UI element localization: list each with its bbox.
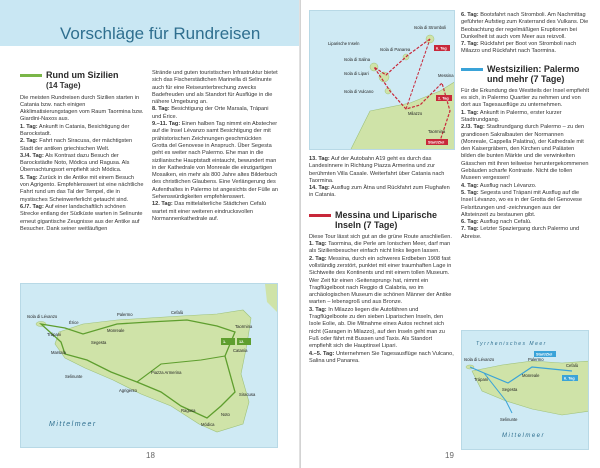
map-label-taormina-top: Taormina: [428, 129, 446, 134]
page-number-left: 18: [146, 451, 155, 460]
right-column-1: [309, 156, 455, 365]
sicily-section-head: [20, 70, 144, 91]
right-page: [301, 0, 600, 468]
green-route-bar: [20, 74, 42, 77]
sicily-days-list: [20, 124, 144, 233]
day-text: Bootsfahrt nach Stromboli. Am Nachmittag geführter Aufstieg zum Kraterrand des Vulkans. Die Beobachtung der regelmäßigen Eruptionen bei Dunkelheit ist auch vom Meer aus reizvoll.: [461, 12, 589, 40]
day-label: 1. Tag:: [20, 123, 38, 130]
page-number-right: 19: [445, 451, 454, 460]
day-text: Letzter Spaziergang durch Palermo und Abreise.: [461, 226, 580, 240]
sicily-title: Rund um Sizilien: [46, 70, 119, 80]
left-column-2: [152, 70, 278, 223]
map-label-vulcano: Isola di Vulcano: [344, 89, 374, 94]
day-text: Ausflug nach Lévanzo.: [479, 182, 537, 189]
west-days-list: [461, 110, 589, 241]
itinerary-day: [309, 156, 455, 185]
itinerary-day: [461, 190, 589, 219]
day-text: Rückfahrt per Boot von Stromboli nach Milazzo und Rückfahrt nach Taormina.: [461, 41, 577, 55]
sicily-intro: Die meisten Rundreisen durch Sizilien starten in Catania bzw. nach einigen Akklimatisierungstagen vom Raum Taormina bzw. Giardini-Naxos aus.: [20, 94, 144, 123]
day-text: Besichtigung der Orte Marsala, Trápani und Érice.: [152, 106, 269, 120]
blue-route-bar: [461, 68, 483, 71]
day-text: Auf einer landschaftlich schönen Strecke entlang der Südküste warten in Selinunte erneut gigantische Zeugnisse aus der Antike auf Besucher. Dank seiner weitläufigen: [20, 203, 143, 232]
itinerary-day: [20, 175, 144, 204]
itinerary-day: [461, 12, 589, 41]
map-label-cefalu: Cefalù: [171, 310, 184, 315]
itinerary-day: [152, 201, 278, 223]
sicily-subtitle: (14 Tage): [46, 80, 81, 90]
sicily-map-svg: [21, 284, 278, 448]
day-label: 12. Tag:: [152, 201, 173, 208]
day-text: Ausflug nach Cefalù.: [479, 219, 532, 226]
left-col2-list: [152, 70, 278, 223]
itinerary-day: [20, 204, 144, 233]
west-map: [461, 330, 589, 450]
west-label-monreale: Monreale: [522, 373, 540, 378]
day-text: Das mittelalterliche Städtchen Cefalù wartet mit einer weiteren eindrucksvollen Normannenkathedrale auf.: [152, 201, 267, 222]
day-text: Unternehmen Sie Tagesausflüge nach Vulcano, Salina und Panarea.: [309, 350, 454, 364]
day-label: 6./7. Tag:: [20, 203, 44, 210]
day-text: Taormina, die Perle am Ionischen Meer, darf man als Sizilienbesucher einfach nicht links liegen lassen.: [309, 241, 451, 255]
map-label-siracusa: Siracusa: [239, 392, 256, 397]
map-label-catania: Catania: [233, 348, 248, 353]
day-text: Stadtrundgang durch Palermo – zu den grandiosen Sakralbauten der Normannen (Monreale, Cappella Palatina), der Kathedrale mit den Kaisergräbern, den Kirchen und Palästen bilden die bunten Märkte und die verwinkelten Gässchen mit ihren teilweise heruntergekommenen Gebäuden scharfe Kontraste. Nicht die tollen Museen vergessen!: [461, 124, 589, 182]
day-label: 2./3. Tag:: [461, 124, 485, 131]
map-label-taormina: Taormina: [235, 324, 253, 329]
itinerary-day: [309, 241, 455, 256]
map-label-palermo: Palermo: [117, 312, 133, 317]
map-badge-day12: 12.: [239, 340, 245, 344]
itinerary-day: [20, 138, 144, 153]
day-label: 5. Tag:: [461, 189, 479, 196]
day-label: 13. Tag:: [309, 156, 330, 162]
itinerary-day: [20, 124, 144, 139]
map-badge-day1: 1.: [223, 340, 227, 344]
messina-section-head: [309, 210, 455, 231]
west-title: Westsizilien: Palermo und mehr (7 Tage): [487, 63, 580, 85]
map-label-levanzo: Isola di Lévanzo: [27, 314, 58, 319]
day-text: Ausflug zum Ätna und Rückfahrt zum Flughafen in Catania.: [309, 185, 450, 199]
map-label-erice: Érice: [69, 320, 79, 325]
messina-days-list: [309, 241, 455, 365]
west-label-cefalu: Cefalù: [566, 363, 579, 368]
day-label: 9.–11. Tag:: [152, 121, 181, 128]
red-route-bar: [309, 214, 331, 217]
day-text: Segesta und Trápani mit Ausflug auf die Insel Lévanzo, wo es in der Grotta del Genovese Felsritzungen und -zeichnungen aus der Altsteinzeit zu bestaunen gibt.: [461, 189, 582, 218]
west-label-palermo: Palermo: [528, 357, 544, 362]
map-top-badge-b: 2. Tag: [438, 96, 449, 101]
day-label: 5. Tag:: [20, 174, 38, 181]
day-text: Auf der Autobahn A19 geht es durch das Landesinnere in Richtung Piazza Armerina und zur berühmten Villa Casale. Weiterfahrt über Catania nach Taormina.: [309, 156, 445, 184]
map-label-monreale: Monreale: [107, 328, 125, 333]
left-column-1: [20, 70, 144, 233]
map-label-liparische: Liparische Inseln: [328, 41, 360, 46]
day-label: 1. Tag:: [309, 241, 327, 248]
west-map-sea-bottom: Mittelmeer: [502, 433, 546, 439]
map-label-ragusa: Ragusa: [181, 408, 196, 413]
west-label-segesta: Segesta: [502, 387, 518, 392]
right-col2-top-list: [461, 12, 589, 56]
west-section-head: [461, 64, 589, 85]
day-label: 6. Tag:: [461, 12, 479, 18]
day-text: Ankunft in Palermo, erster kurzer Stadtrundgang.: [461, 109, 562, 123]
day-text: Zurück in die Antike mit einem Besuch von Agrigento. Empfehlenswert ist eine nächtliche Fahrt rund um das Tal der Tempel, die in mystisches Scheinwerferlicht getaucht sind.: [20, 174, 144, 203]
day-label: 14. Tag:: [309, 185, 330, 192]
west-label-levanzo: Isola di Lévanzo: [464, 357, 495, 362]
lipari-map-svg: [310, 11, 455, 150]
day-label: 4. Tag:: [461, 182, 479, 189]
day-text: Fahrt nach Siracusa, der mächtigsten Stadt der antiken griechischen Welt.: [20, 138, 133, 152]
west-map-sea-top: Tyrrhenisches Meer: [476, 341, 547, 347]
itinerary-day: [20, 153, 144, 175]
messina-title: Messina und Liparische Inseln (7 Tage): [335, 209, 438, 231]
itinerary-day: [309, 351, 455, 366]
day-label: 4.–5. Tag:: [309, 350, 335, 357]
map-label-selinunte: Selinunte: [65, 374, 83, 379]
day-label: 3./4. Tag:: [20, 152, 44, 159]
map-label-stromboli: Isola di Stromboli: [414, 25, 447, 30]
itinerary-day: [461, 110, 589, 125]
west-map-svg: [462, 331, 589, 450]
itinerary-day: [152, 106, 278, 121]
map-label-marsala: Marsala: [51, 350, 66, 355]
itinerary-day: [152, 70, 278, 106]
day-text: Einen halben Tag nimmt ein Abstecher auf die Insel Lévanzo samt Besichtigung der mit prähistorischen Zeichnungen geschmückten Grotta del Genovese in Anspruch. Über Segesta geht es weiter nach Palermo. Ehe man in die sizilianische Hauptstadt eintaucht, bewundert man in der Kathedrale von Monreale die einzigartigen Mosaiken, ein mehr als 800 Jahre altes Bilderbuch des christlichen Glaubens. Eine Verlängerung des Aufenthaltes in Palermo ist angesichts der Fülle an Sehenswürdigkeiten empfehlenswert.: [152, 121, 278, 201]
itinerary-day: [461, 41, 589, 56]
itinerary-day: [461, 183, 589, 190]
itinerary-day: [152, 121, 278, 201]
day-text: Als Kontrast dazu Besuch der Barockstädte Noto, Módica und Ragusa. Als Übernachtungsort empfiehlt sich Módica.: [20, 152, 130, 174]
day-text: Strände und guten touristischen Infrastruktur bietet sich das Fischerstädtchen Marinella di Selinunte auch für eine Reiseunterbrechung zwecks Badefreuden und als Standort für Ausflüge in die nähere Umgebung an.: [152, 70, 278, 106]
right-col1-top-list: [309, 156, 455, 200]
west-badge-a: Start/Ziel: [536, 352, 553, 357]
map-label-noto: Noto: [221, 412, 230, 417]
day-label: 8. Tag:: [152, 106, 170, 113]
itinerary-day: [309, 256, 455, 307]
map-label-milazzo: Milazzo: [408, 111, 423, 116]
map-label-messina: Messina: [438, 73, 454, 78]
map-label-trapani: Trápani: [47, 332, 62, 337]
map-top-badge-c: Start/Ziel: [428, 140, 445, 145]
day-text: Messina, durch ein schweres Erdbeben 1908 fast vollständig zerstört, punktet mit einer traumhaften Lage in Sichtweite des Kontinents und mit einem tollen Museum. Wer Zeit für einen ›Seitensprung‹ hat, nimmt ein Tragflügelboot nach Reggio di Calabria, wo im archäologischen Museum die schönen Männer der Antike warten – lebensgroß und aus Bronze.: [309, 255, 452, 306]
itinerary-day: [461, 124, 589, 182]
day-text: In Milazzo liegen die Autofähren und Tragflügelboote zu den sieben Liparischen Inseln, den Isole Eolie, ab. Die Mitnahme eines Autos rechnet sich nicht (Garagen in Milazzo), auf den Inseln geht man zu Fuß oder fährt mit Bussen und Taxis. Als Standort empfiehlt sich die Hauptinsel Lipari.: [309, 306, 445, 350]
day-label: 7. Tag:: [461, 226, 479, 233]
map-label-salina: Isola di Salina: [344, 57, 371, 62]
itinerary-day: [309, 307, 455, 351]
messina-intro: Diese Tour lässt sich gut an die grüne Route anschließen.: [309, 233, 452, 240]
page-title: Vorschläge für Rundreisen: [60, 24, 261, 43]
sicily-map: [20, 283, 278, 448]
itinerary-day: [309, 185, 455, 200]
map-label-lipari: Isola di Lipari: [344, 71, 369, 76]
map-label-agrigento: Agrigento: [119, 388, 137, 393]
map-sea-label: Mittelmeer: [49, 421, 97, 428]
lipari-map: [309, 10, 455, 150]
map-label-segesta: Segesta: [91, 340, 107, 345]
day-text: Ankunft in Catania, Besichtigung der Barockstadt.: [20, 123, 130, 137]
map-top-badge-a: 6. Tag: [436, 46, 447, 51]
west-label-trapani: Trápani: [474, 377, 489, 382]
day-label: 6. Tag:: [461, 219, 479, 226]
itinerary-day: [461, 226, 589, 241]
day-label: 2. Tag:: [20, 138, 38, 145]
right-column-2: [461, 12, 589, 241]
day-label: 7. Tag:: [461, 41, 479, 48]
day-label: 1. Tag:: [461, 109, 479, 116]
itinerary-day: [461, 219, 589, 226]
day-label: 3. Tag:: [309, 306, 327, 313]
map-label-panarea: Isola di Panarea: [380, 47, 411, 52]
map-label-modica: Módica: [201, 422, 215, 427]
day-label: 2. Tag:: [309, 255, 327, 262]
west-label-selinunte: Selinunte: [500, 417, 518, 422]
map-label-piazza-armerina: Piazza Armerina: [151, 370, 182, 375]
west-intro: Für die Erkundung des Westteils der Insel empfiehlt es sich, in Palermo Quartier zu nehmen und von dort aus Tagesausflüge zu unternehmen.: [461, 87, 589, 109]
west-badge-b: 6. Tag: [564, 376, 575, 381]
